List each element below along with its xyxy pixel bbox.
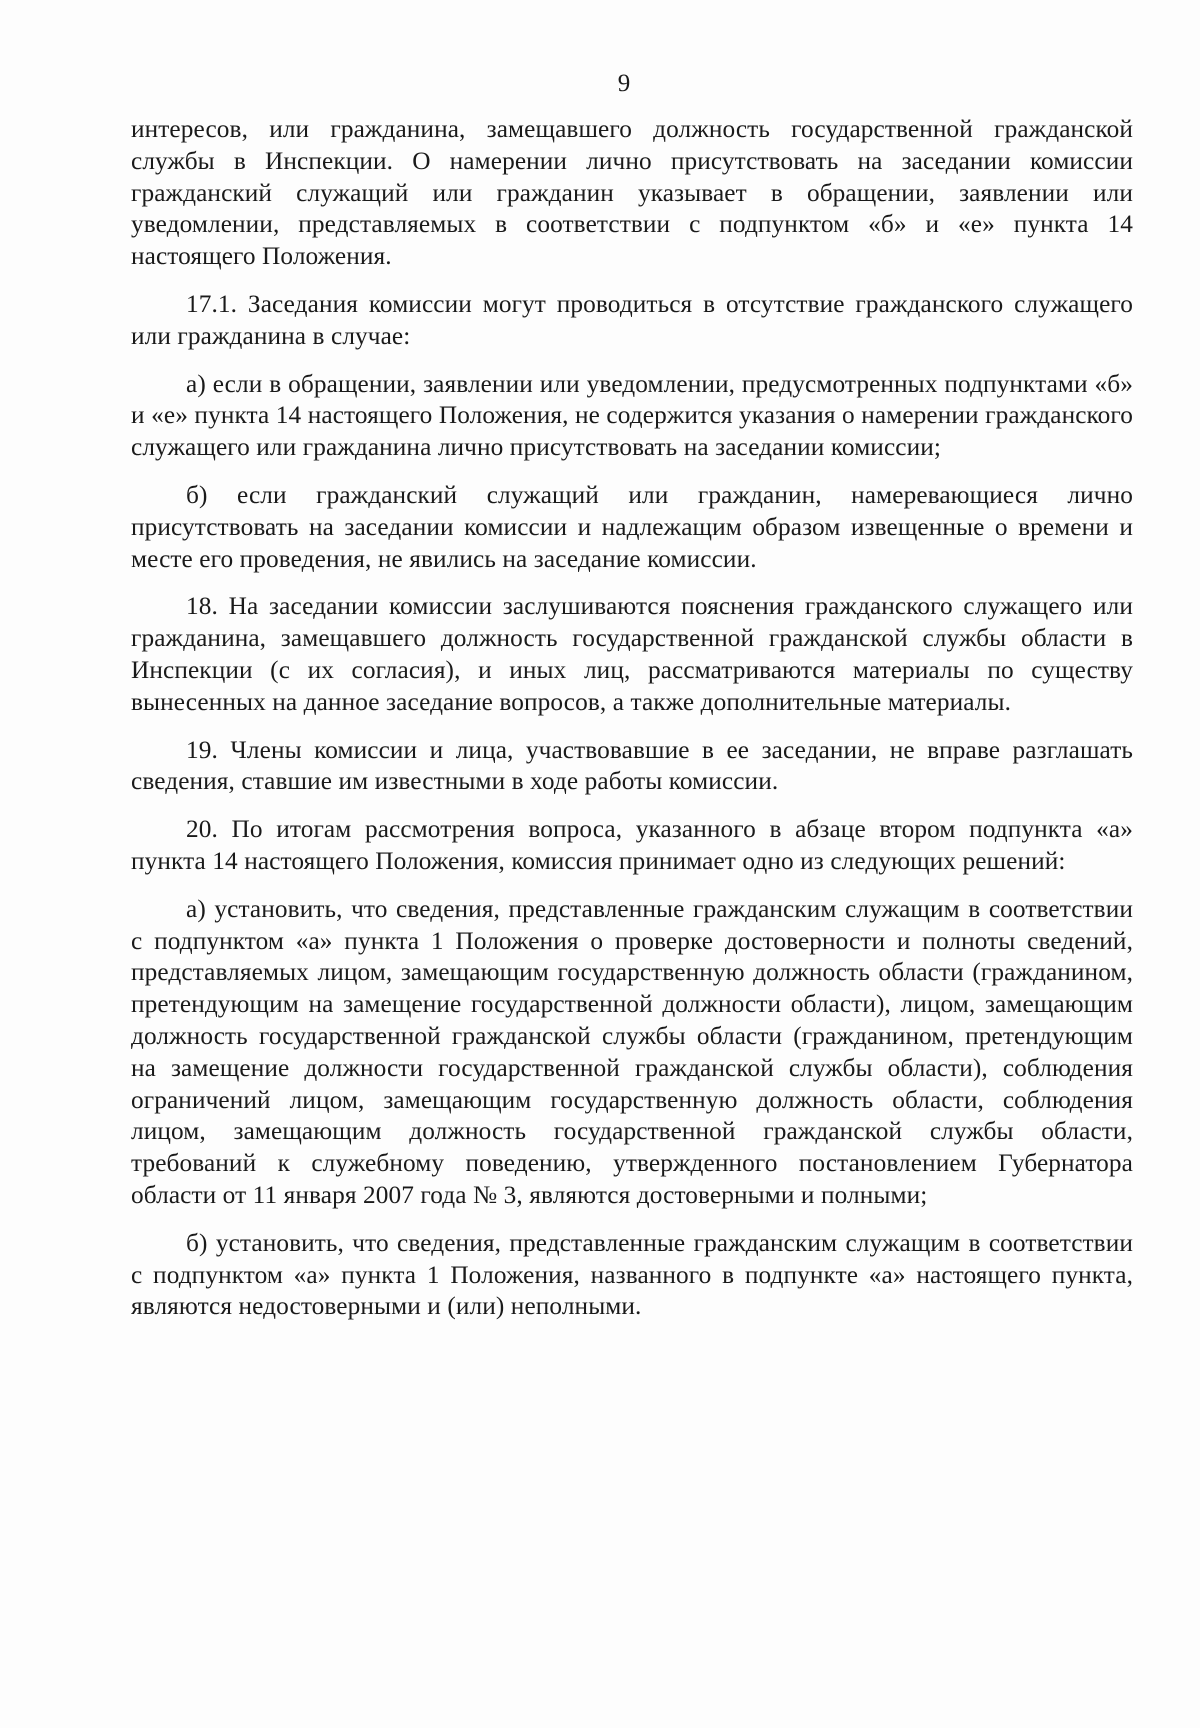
paragraph-17-1: 17.1. Заседания комиссии могут проводиться в отсутствие гражданского служащего или гражданина в случае: xyxy=(131,289,1133,350)
paragraph-20-a: а) установить, что сведения, представленные гражданским служащим в соответствии с подпунктом «а» пункта 1 Положения о проверке достоверности и полноты сведений, представляемых лицом, замещающим государственную должность области (гражданином, претендующим на замещение государственной должности области), лицом, замещающим должность государственной гражданской службы области (гражданином, претендующим на замещение должности государственной гражданской службы области), соблюдения ограничений лицом, замещающим государственную должность области, соблюдения лицом, замещающим должность государственной гражданской службы области, требований к служебному поведению, утвержденного постановлением Губернатора области от 11 января 2007 года № 3, являются достоверными и полными; xyxy=(131,894,1133,1209)
paragraph-19: 19. Члены комиссии и лица, участвовавшие в ее заседании, не вправе разглашать сведения, ставшие им известными в ходе работы комиссии. xyxy=(131,735,1133,796)
paragraph-20: 20. По итогам рассмотрения вопроса, указанного в абзаце втором подпункта «а» пункта 14 настоящего Положения, комиссия принимает одно из следующих решений: xyxy=(131,815,1133,875)
paragraph-17-1-a: а) если в обращении, заявлении или уведомлении, предусмотренных подпунктами «б» и «е» пункта 14 настоящего Положения, не содержится указания о намерении гражданского служащего или гражданина лично присутствовать на заседании комиссии; xyxy=(131,369,1133,462)
paragraph-18: 18. На заседании комиссии заслушиваются пояснения гражданского служащего или гражданина, замещавшего должность государственной гражданской службы области в Инспекции (с их согласия), и иных лиц, рассматриваются материалы по существу вынесенных на данное заседание вопросов, а также дополнительные материалы. xyxy=(131,592,1133,716)
paragraph-17-1-b: б) если гражданский служащий или гражданин, намеревающиеся лично присутствовать на заседании комиссии и надлежащим образом извещенные о времени и месте его проведения, не явились на заседание комиссии. xyxy=(131,480,1133,573)
paragraph-20-b: б) установить, что сведения, представленные гражданским служащим в соответствии с подпунктом «а» пункта 1 Положения, названного в подпункте «а» настоящего пункта, являются недостоверными и (или) неполными. xyxy=(131,1228,1133,1321)
document-body xyxy=(131,114,1133,1339)
paragraph-continuation: интересов, или гражданина, замещавшего должность государственной гражданской службы в Инспекции. О намерении лично присутствовать на заседании комиссии гражданский служащий или гражданин указывает в обращении, заявлении или уведомлении, представляемых в соответствии с подпунктом «б» и «е» пункта 14 настоящего Положения. xyxy=(131,115,1133,271)
page-number: 9 xyxy=(617,70,631,97)
